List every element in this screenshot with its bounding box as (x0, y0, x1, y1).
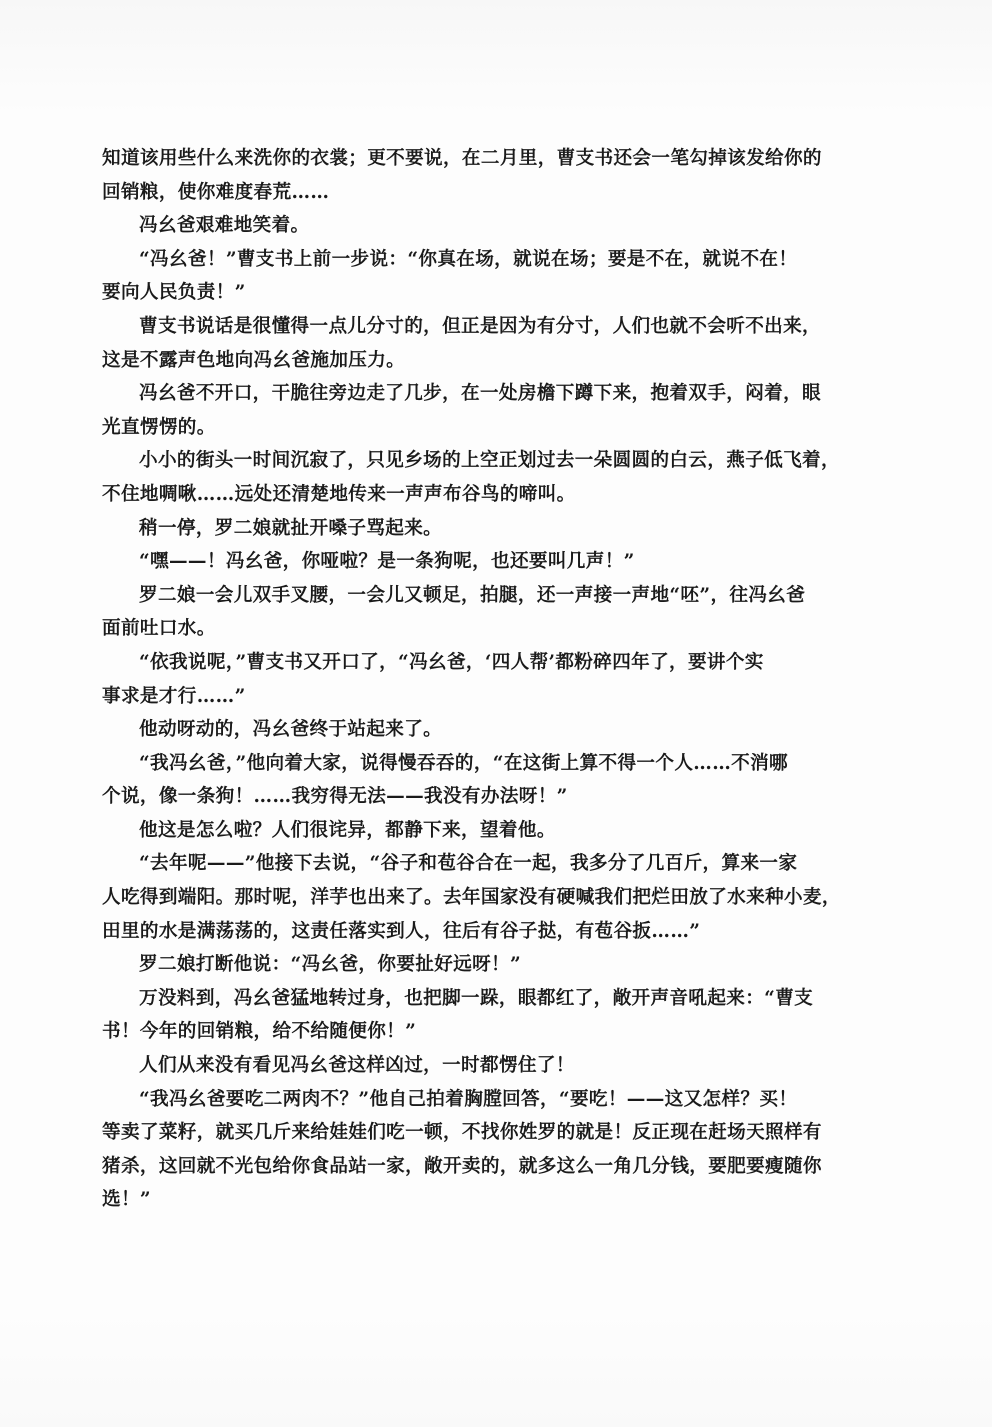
text-line: 知道该用些什么来洗你的衣裳；更不要说，在二月里，曹支书还会一笔勾掉该发给你的 (102, 148, 822, 169)
text-line: 万没料到，冯幺爸猛地转过身，也把脚一跺，眼都红了，敞开声音吼起来：“曹支 (139, 987, 814, 1009)
text-line: 他动呀动的，冯幺爸终于站起来了。 (139, 719, 443, 741)
text-line: 回销粮，使你难度春荒…… (102, 181, 330, 203)
text-line: 曹支书说话是很懂得一点儿分寸的，但正是因为有分寸，人们也就不会听不出来， (139, 315, 821, 337)
text-line: 小小的街头一时间沉寂了，只见乡场的上空正划过去一朵圆圆的白云，燕子低飞着， (139, 450, 840, 472)
text-line: 罗二娘打断他说：“冯幺爸，你要扯好远呀！” (139, 954, 522, 976)
text-line: 不住地啁啾……远处还清楚地传来一声声布谷鸟的啼叫。 (102, 483, 576, 505)
text-line: 书！今年的回销粮，给不给随便你！” (102, 1021, 417, 1043)
text-line: 人吃得到端阳。那时呢，洋芋也出来了。去年国家没有硬喊我们把烂田放了水来种小麦， (102, 887, 841, 909)
story-text (102, 142, 841, 1217)
text-line: 冯幺爸不开口，干脆往旁边走了几步，在一处房檐下蹲下来，抱着双手，闷着，眼 (139, 383, 821, 405)
text-line: 个说，像一条狗！……我穷得无法——我没有办法呀！” (102, 786, 568, 808)
text-line: “嘿——！冯幺爸，你哑啦？是一条狗呢，也还要叫几声！” (139, 551, 635, 573)
text-line: “冯幺爸！”曹支书上前一步说：“你真在场，就说在场；要是不在，就说不在！ (139, 248, 798, 270)
text-line: 等卖了菜籽，就买几斤来给娃娃们吃一顿，不找你姓罗的就是！反正现在赶场天照样有 (102, 1122, 822, 1144)
text-line: 他这是怎么啦？人们很诧异，都静下来，望着他。 (139, 819, 556, 841)
text-line: 冯幺爸艰难地笑着。 (139, 215, 310, 237)
text-line: 要向人民负责！” (102, 282, 246, 304)
text-line: 罗二娘一会儿双手叉腰，一会儿又顿足，拍腿，还一声接一声地“呸”，往冯幺爸 (139, 584, 806, 606)
text-line: 猪杀，这回就不光包给你食品站一家，敞开卖的，就多这么一角几分钱，要肥要瘦随你 (102, 1155, 822, 1177)
text-line: 光直愣愣的。 (102, 416, 216, 438)
text-line: 选！” (102, 1189, 151, 1211)
text-line: “我冯幺爸，”他向着大家，说得慢吞吞的，“在这街上算不得一个人……不消哪 (139, 752, 788, 774)
text-line: 面前吐口水。 (102, 618, 216, 640)
text-line: “去年呢——”他接下去说，“谷子和苞谷合在一起，我多分了几百斤，算来一家 (139, 853, 798, 875)
text-line: 事求是才行……” (102, 685, 246, 707)
text-line: 人们从来没有看见冯幺爸这样凶过，一时都愣住了！ (139, 1055, 575, 1077)
text-line: “我冯幺爸要吃二两肉不？”他自己拍着胸膛回答，“要吃！——这又怎样？买！ (139, 1088, 798, 1110)
text-line: “依我说呢，”曹支书又开口了，“冯幺爸，‘四人帮’都粉碎四年了，要讲个实 (139, 651, 764, 673)
text-line: 稍一停，罗二娘就扯开嗓子骂起来。 (139, 517, 443, 539)
text-line: 田里的水是满荡荡的，这责任落实到人，往后有谷子挞，有苞谷扳……” (102, 920, 701, 942)
text-line: 这是不露声色地向冯幺爸施加压力。 (102, 349, 406, 371)
